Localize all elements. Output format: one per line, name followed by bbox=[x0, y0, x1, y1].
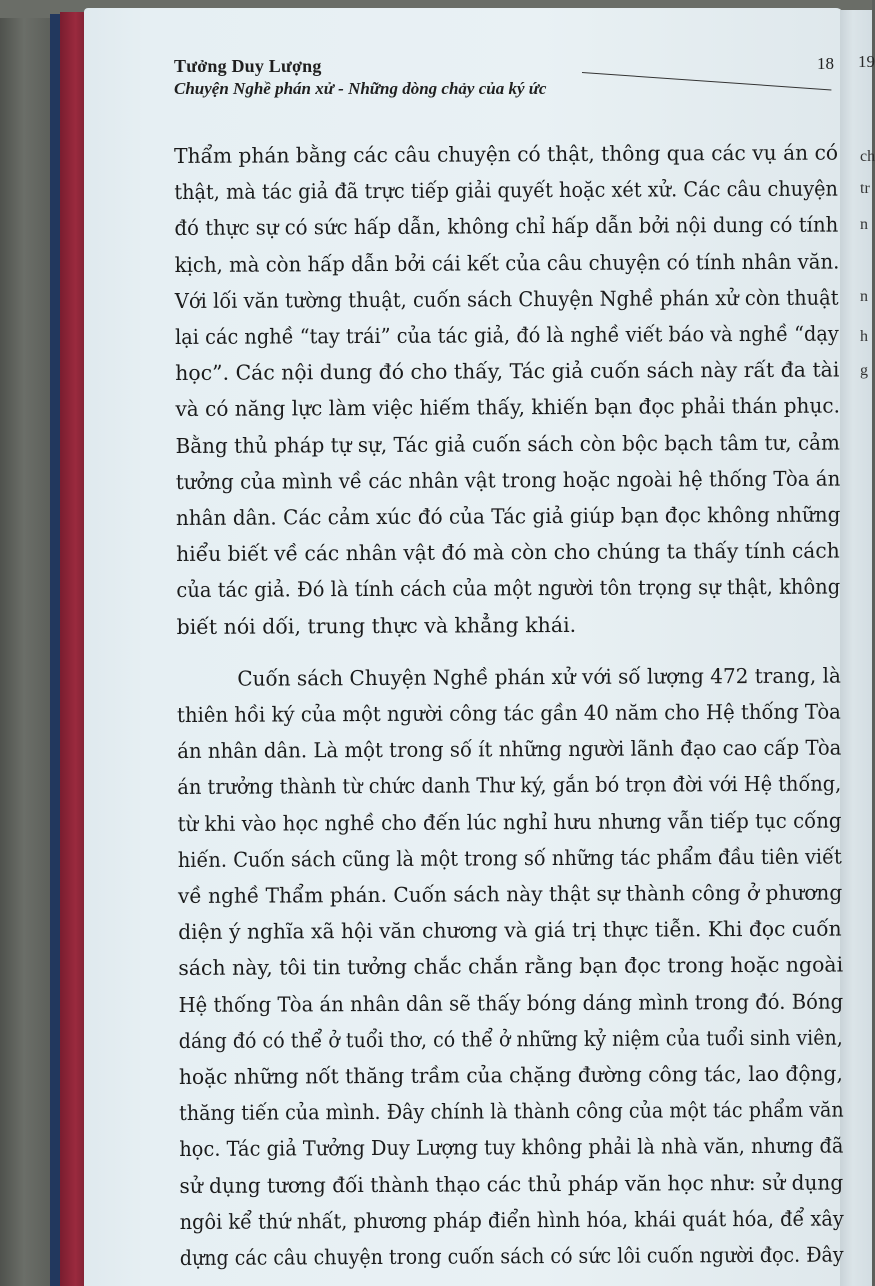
text-line: ngôi kể thứ nhất, phương pháp điển hình hóa, khái quát hóa, để xây bbox=[179, 1206, 844, 1234]
next-page-fragment: n bbox=[860, 216, 868, 233]
text-line: học”. Các nội dung đó cho thấy, Tác giả cuốn sách này rất đa tài bbox=[175, 357, 840, 386]
text-line: hiểu biết về các nhân vật đó mà còn cho chúng ta thấy tính cách bbox=[176, 538, 840, 567]
text-line: hiến. Cuốn sách cũng là một trong số những tác phẩm đầu tiên viết bbox=[177, 844, 842, 872]
text-line: hoặc những nốt thăng trầm của chặng đường công tác, lao động, bbox=[178, 1061, 843, 1090]
text-line: Hệ thống Tòa án nhân dân sẽ thấy bóng dáng mình trong đó. Bóng bbox=[178, 989, 844, 1017]
next-page-fragment: ch bbox=[860, 148, 875, 165]
header-author: Tưởng Duy Lượng bbox=[174, 56, 322, 76]
text-line: Với lối văn tường thuật, cuốn sách Chuyện Nghề phán xử còn thuật bbox=[174, 285, 839, 313]
text-line: án trưởng thành từ chức danh Thư ký, gắn bó trọn đời với Hệ thống, bbox=[177, 771, 842, 800]
text-line: về nghề Thẩm phán. Cuốn sách này thật sự thành công ở phương bbox=[177, 880, 843, 909]
text-line: thăng tiến của mình. Đây chính là thành công của một tác phẩm văn bbox=[179, 1097, 844, 1126]
text-line: sử dụng tương đối thành thạo các thủ pháp văn học như: sử dụng bbox=[179, 1170, 844, 1198]
text-line: Thẩm phán bằng các câu chuyện có thật, thông qua các vụ án có bbox=[174, 140, 839, 168]
text-line: sách này, tôi tin tưởng chắc chắn rằng bạn đọc trong hoặc ngoài bbox=[178, 952, 844, 981]
page-number: 18 bbox=[817, 54, 834, 73]
text-line: thật, mà tác giả đã trực tiếp giải quyết hoặc xét xử. Các câu chuyện bbox=[174, 176, 839, 205]
text-line: từ khi vào học nghề cho đến lúc nghỉ hưu nhưng vẫn tiếp tục cống bbox=[177, 808, 842, 836]
next-page-edge bbox=[840, 10, 875, 1286]
book-spine bbox=[60, 12, 86, 1286]
text-line: và có năng lực làm việc hiếm thấy, khiến bạn đọc phải thán phục. bbox=[175, 393, 841, 422]
running-header bbox=[174, 56, 834, 99]
next-page-number: 19 bbox=[858, 52, 875, 71]
text-line: dựng các câu chuyện trong cuốn sách có sức lôi cuốn người đọc. Đây bbox=[179, 1242, 844, 1271]
next-page-fragment: g bbox=[860, 362, 868, 379]
text-line: của tác giả. Đó là tính cách của một người tôn trọng sự thật, không bbox=[176, 574, 841, 603]
text-line: biết nói dối, trung thực và khẳng khái. bbox=[176, 612, 577, 639]
text-line: thiên hồi ký của một người công tác gần 40 năm cho Hệ thống Tòa bbox=[176, 699, 841, 728]
text-line: tưởng của mình về các nhân vật trong hoặc ngoài hệ thống Tòa án bbox=[175, 466, 841, 494]
text-line: diện ý nghĩa xã hội văn chương và giá trị thực tiễn. Khi đọc cuốn bbox=[178, 916, 842, 945]
text-line: kịch, mà còn hấp dẫn bởi cái kết của câu chuyện có tính nhân văn. bbox=[174, 249, 840, 277]
text-line: Bằng thủ pháp tự sự, Tác giả cuốn sách còn bộc bạch tâm tư, cảm bbox=[175, 430, 840, 458]
next-page-fragment: tr bbox=[860, 180, 870, 197]
paragraph-1 bbox=[174, 135, 841, 645]
text-line: Cuốn sách Chuyện Nghề phán xử với số lượng 472 trang, là bbox=[237, 663, 841, 691]
text-line: nhân dân. Các cảm xúc đó của Tác giả giúp bạn đọc không những bbox=[175, 502, 841, 531]
text-line: học. Tác giả Tưởng Duy Lượng tuy không phải là nhà văn, nhưng đã bbox=[179, 1133, 844, 1162]
text-line: đó thực sự có sức hấp dẫn, không chỉ hấp dẫn bởi nội dung có tính bbox=[174, 212, 839, 241]
paragraph-2 bbox=[177, 657, 844, 1276]
body-text bbox=[174, 135, 844, 1277]
text-line: dáng đó có thể ở tuổi thơ, có thể ở những kỷ niệm của tuổi sinh viên, bbox=[178, 1025, 843, 1053]
next-page-fragment: h bbox=[860, 328, 868, 345]
header-title: Chuyện Nghề phán xử - Những dòng chảy của ký ức bbox=[174, 79, 547, 98]
text-line: lại các nghề “tay trái” của tác giả, đó là nghề viết báo và nghề “dạy bbox=[174, 321, 839, 350]
text-line: án nhân dân. Là một trong số ít những người lãnh đạo cao cấp Tòa bbox=[177, 735, 842, 764]
next-page-fragment: n bbox=[860, 288, 868, 305]
